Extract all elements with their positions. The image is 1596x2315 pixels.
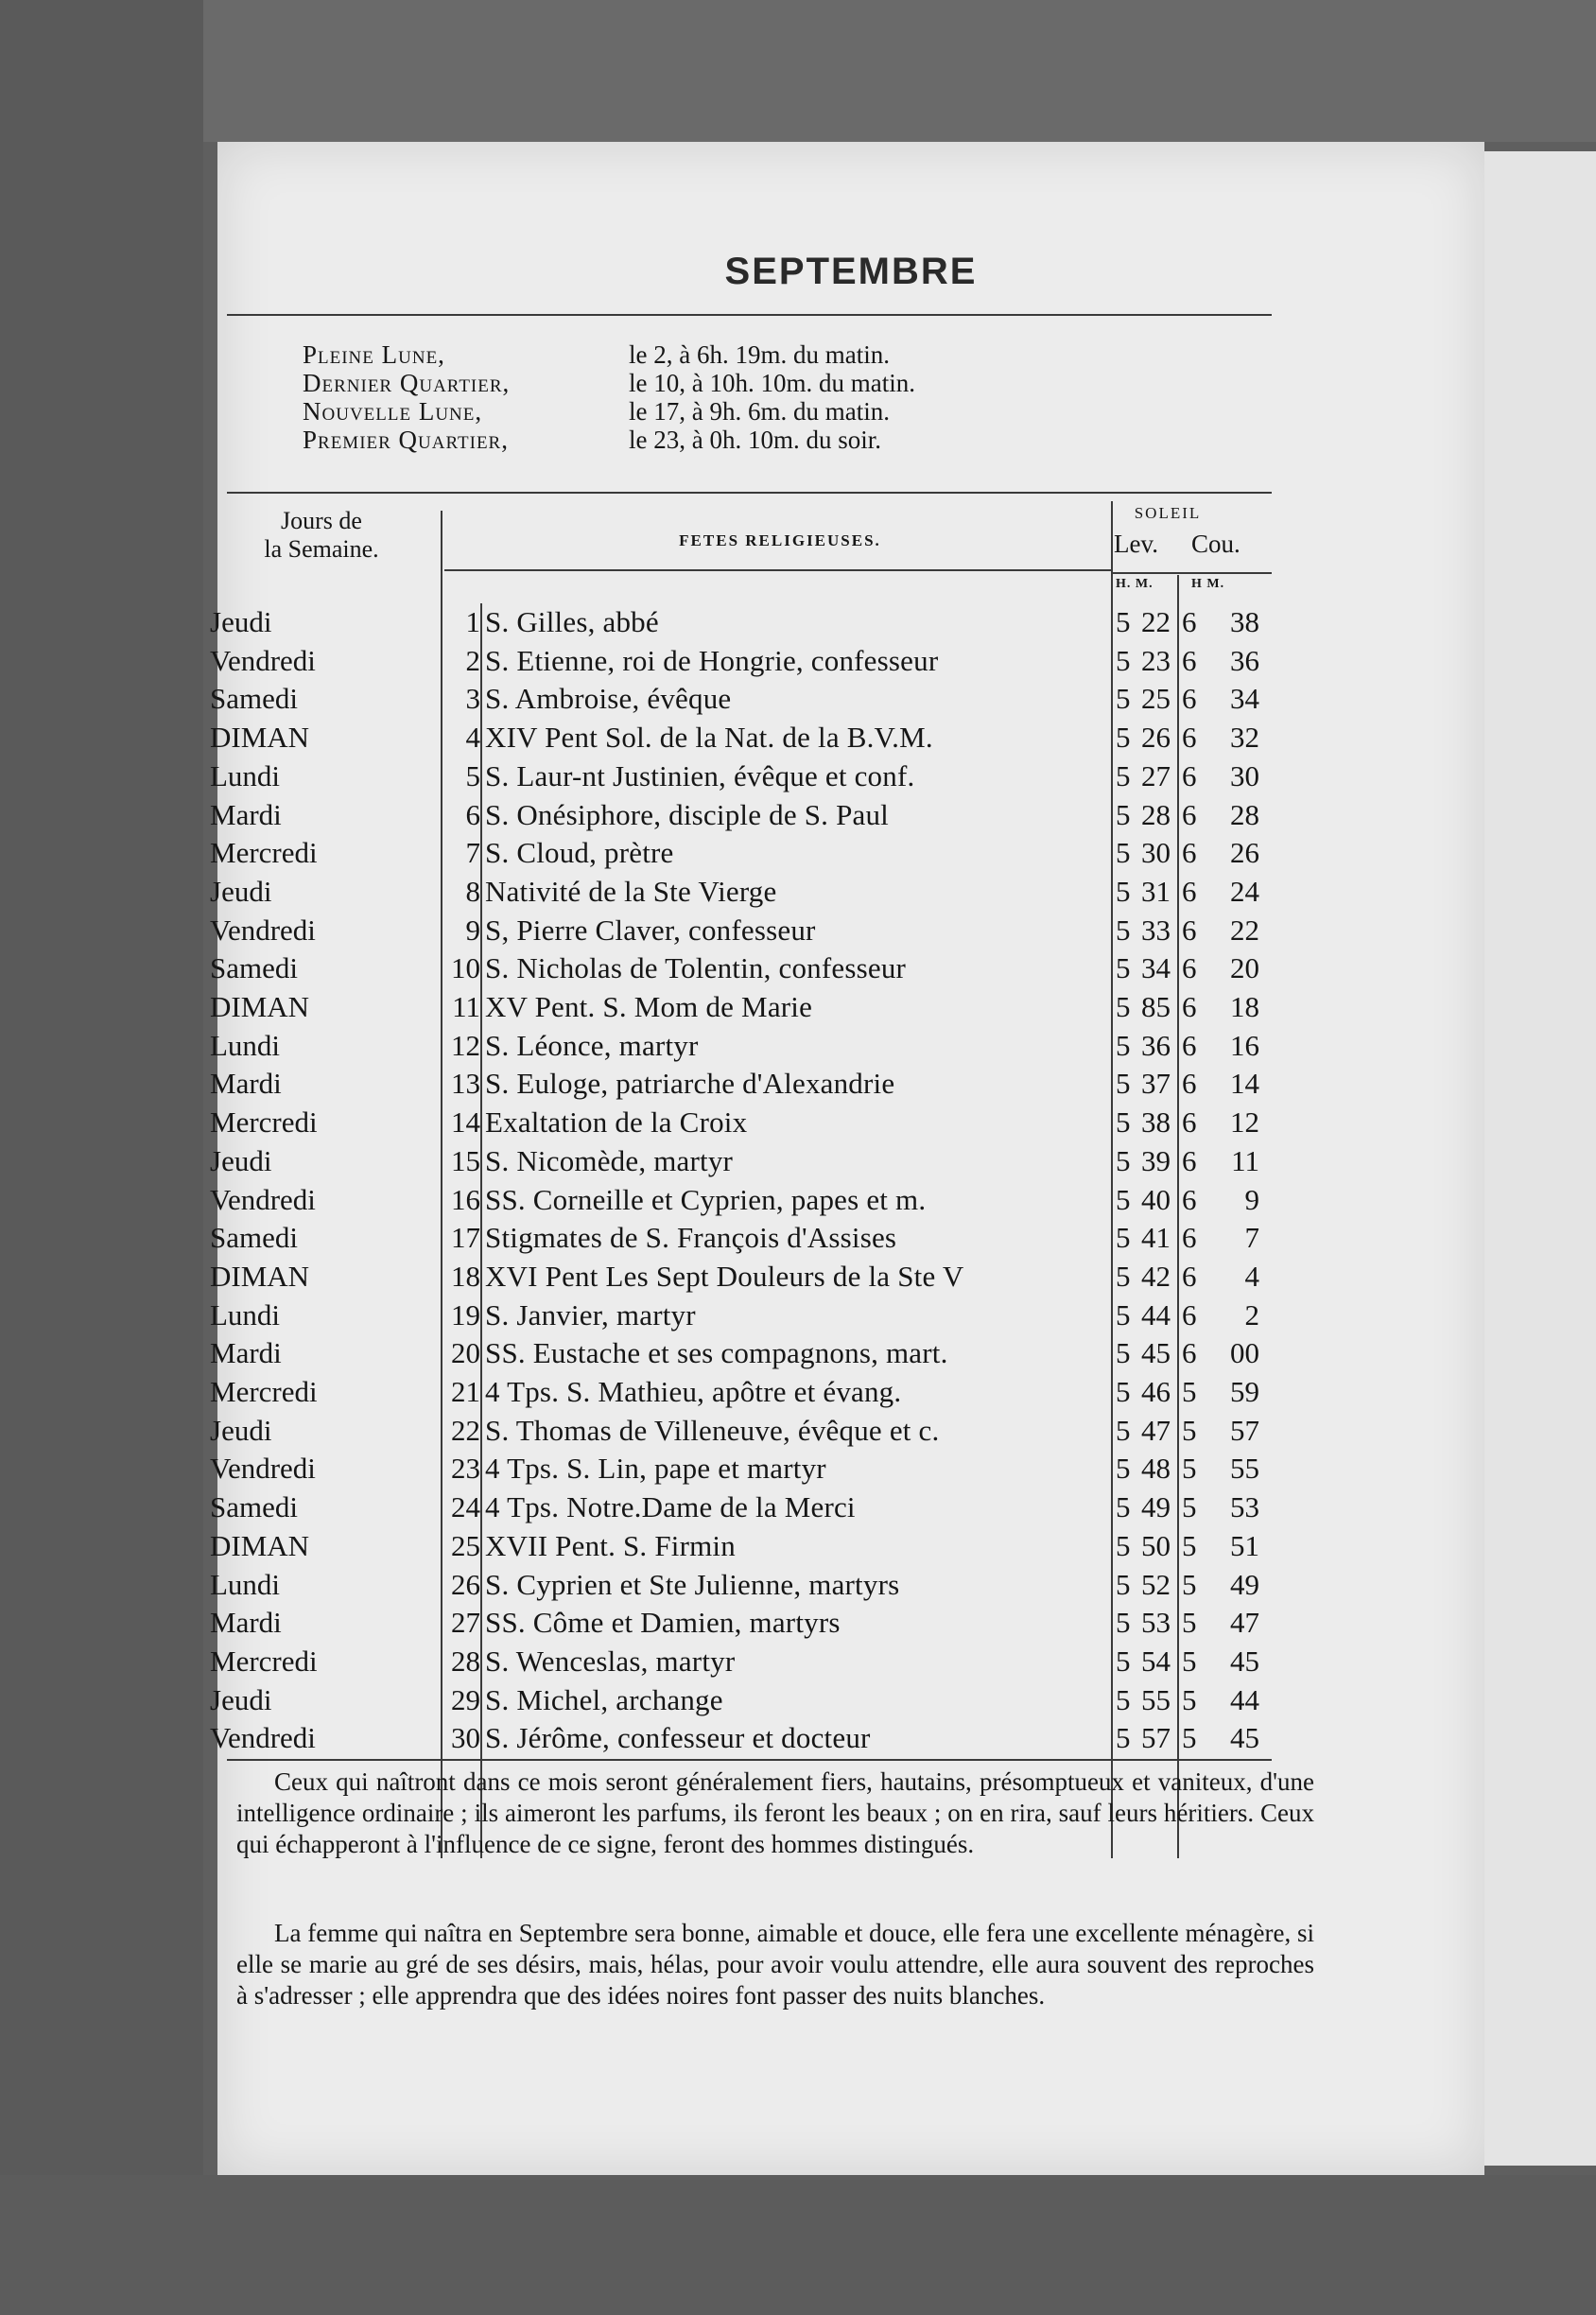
sunset-minute: 14 [1230,1067,1259,1101]
sunrise-minute: 54 [1141,1644,1171,1678]
day-number: 22 [451,1413,480,1447]
scan-background-bottom [0,2175,1596,2315]
sunset-hour: 5 [1182,1567,1197,1601]
sunset-minute: 32 [1230,721,1259,755]
day-number: 3 [465,682,480,716]
sunset-minute: 34 [1230,682,1259,716]
sunrise-hour: 5 [1116,1259,1131,1293]
religious-feast: S. Thomas de Villeneuve, évêque et c. [485,1413,940,1447]
calendar-row [210,1604,1484,1643]
weekday: Mardi [210,1067,282,1101]
calendar-row [210,1181,1484,1220]
calendar-row [210,642,1484,681]
sunset-minute: 45 [1230,1644,1259,1678]
religious-feast: S. Jérôme, confesseur et docteur [485,1721,871,1755]
sunrise-hour: 5 [1116,758,1131,792]
religious-feast: Nativité de la Ste Vierge [485,874,777,908]
weekday: Mardi [210,797,282,831]
sunrise-hour: 5 [1116,1028,1131,1062]
weekday: Mercredi [210,1105,318,1140]
day-number: 4 [465,721,480,755]
sunrise-hour: 5 [1116,1221,1131,1255]
sunset-minute: 44 [1230,1682,1259,1716]
sunrise-hour: 5 [1116,1336,1131,1370]
day-number: 29 [451,1682,480,1716]
calendar-row [210,873,1484,912]
religious-feast: S. Ambroise, évêque [485,682,732,716]
header-coucher: Cou. [1191,530,1240,558]
day-number: 14 [451,1105,480,1140]
sunrise-hour: 5 [1116,1143,1131,1177]
sunrise-hour: 5 [1116,1682,1131,1716]
day-number: 18 [451,1259,480,1293]
sunrise-minute: 33 [1141,913,1171,947]
sunset-minute: 24 [1230,874,1259,908]
sunset-minute: 2 [1244,1297,1259,1332]
sunset-minute: 59 [1230,1375,1259,1408]
header-unit-lever: H. M. [1116,577,1154,591]
sunrise-minute: 40 [1141,1182,1171,1216]
sunset-hour: 6 [1182,1297,1197,1332]
religious-feast: S. Laur-nt Justinien, évêque et conf. [485,758,915,792]
sunset-minute: 55 [1230,1452,1259,1486]
calendar-row [210,1643,1484,1681]
day-number: 26 [451,1567,480,1601]
calendar-row [210,988,1484,1027]
sunrise-hour: 5 [1116,1644,1131,1678]
sunset-hour: 6 [1182,643,1197,677]
day-number: 27 [451,1606,480,1640]
sunset-hour: 6 [1182,1067,1197,1101]
day-number: 20 [451,1336,480,1370]
sunrise-hour: 5 [1116,1182,1131,1216]
calendar-row [210,603,1484,642]
almanac-page [210,142,1484,2175]
day-number: 21 [451,1375,480,1408]
sunset-minute: 51 [1230,1528,1259,1562]
sunrise-hour: 5 [1116,1413,1131,1447]
sunrise-minute: 48 [1141,1452,1171,1486]
sunset-minute: 36 [1230,643,1259,677]
calendar-row [210,796,1484,835]
weekday: DIMAN [210,1259,310,1293]
calendar-row [210,1412,1484,1451]
calendar-row [210,1297,1484,1335]
calendar-row [210,1258,1484,1297]
sunrise-minute: 28 [1141,797,1171,831]
sunrise-minute: 45 [1141,1336,1171,1370]
sunset-hour: 5 [1182,1490,1197,1524]
day-number: 10 [451,951,480,985]
weekday: Samedi [210,1221,298,1255]
header-lever: Lev. [1114,530,1158,558]
day-number: 23 [451,1452,480,1486]
sunrise-minute: 53 [1141,1606,1171,1640]
sunrise-hour: 5 [1116,1105,1131,1140]
sunrise-hour: 5 [1116,682,1131,716]
note-paragraph [236,1918,1314,2011]
weekday: Samedi [210,1490,298,1524]
calendar-row [210,1450,1484,1488]
sunrise-hour: 5 [1116,721,1131,755]
sunset-minute: 12 [1230,1105,1259,1140]
moon-phase-name: Pleine Lune, [303,340,445,369]
sunset-minute: 00 [1230,1336,1259,1370]
day-number: 7 [465,836,480,870]
religious-feast: S. Cloud, prètre [485,836,674,870]
sunrise-hour: 5 [1116,797,1131,831]
sunset-minute: 28 [1230,797,1259,831]
religious-feast: S. Nicomède, martyr [485,1143,734,1177]
sunrise-hour: 5 [1116,643,1131,677]
moon-phase-name: Premier Quartier, [303,426,509,454]
day-number: 11 [452,990,480,1023]
calendar-row [210,1488,1484,1527]
header-jours [227,507,416,564]
sunset-minute: 18 [1230,990,1259,1023]
sunset-minute: 26 [1230,836,1259,870]
weekday: Lundi [210,1567,281,1601]
sunset-hour: 5 [1182,1606,1197,1640]
calendar-row [210,1142,1484,1181]
weekday: Vendredi [210,1721,316,1755]
sunset-hour: 5 [1182,1452,1197,1486]
weekday: Samedi [210,682,298,716]
weekday: Mardi [210,1606,282,1640]
sunset-hour: 6 [1182,951,1197,985]
religious-feast: Exaltation de la Croix [485,1105,748,1140]
sunrise-minute: 34 [1141,951,1171,985]
sunset-hour: 6 [1182,1143,1197,1177]
religious-feast: Stigmates de S. François d'Assises [485,1221,897,1255]
sunset-minute: 38 [1230,605,1259,638]
sunrise-minute: 47 [1141,1413,1171,1447]
sunset-hour: 6 [1182,605,1197,638]
calendar-row [210,1373,1484,1412]
religious-feast: S. Euloge, patriarche d'Alexandrie [485,1067,895,1101]
sunset-hour: 5 [1182,1528,1197,1562]
note-text: La femme qui naîtra en Septembre sera bonne, aimable et douce, elle fera une excellente ménagère, si elle se marie au gré de ses désirs, mais, hélas, pour avoir voulu attendre, elle aura souvent des reproches à s'adresser ; elle apprendra que des idées noires font passer des nuits blanches. [236,1919,1314,2010]
day-number: 17 [451,1221,480,1255]
religious-feast: SS. Eustache et ses compagnons, mart. [485,1336,948,1370]
weekday: Jeudi [210,1682,272,1716]
day-number: 25 [451,1528,480,1562]
religious-feast: XVI Pent Les Sept Douleurs de la Ste V [485,1259,964,1293]
day-number: 1 [465,605,480,638]
day-number: 8 [465,874,480,908]
sunrise-minute: 46 [1141,1375,1171,1408]
note-text: Ceux qui naîtront dans ce mois seront généralement fiers, hautains, présomptueux et vaniteux, d'une intelligence ordinaire ; ils aimeront les parfums, ils feront les beaux ; on en rira, sauf leurs héritiers. Ceux qui échapperont à l'influence de ce signe, feront des hommes distingués. [236,1767,1314,1858]
header-unit-coucher: H M. [1191,577,1225,591]
moon-phase-info: le 17, à 9h. 6m. du matin. [629,397,890,426]
sunset-minute: 45 [1230,1721,1259,1755]
sunrise-hour: 5 [1116,1528,1131,1562]
weekday: Vendredi [210,1452,316,1486]
sunset-minute: 49 [1230,1567,1259,1601]
scan-background-left [0,0,203,2315]
sunrise-minute: 31 [1141,874,1171,908]
day-number: 28 [451,1644,480,1678]
sunrise-minute: 55 [1141,1682,1171,1716]
calendar-row [210,1527,1484,1566]
religious-feast: S. Cyprien et Ste Julienne, martyrs [485,1567,900,1601]
sunrise-minute: 85 [1141,990,1171,1023]
header-top-rule [227,492,1272,494]
religious-feast: S. Onésiphore, disciple de S. Paul [485,797,889,831]
sunset-minute: 20 [1230,951,1259,985]
sunrise-minute: 27 [1141,758,1171,792]
sunrise-minute: 26 [1141,721,1171,755]
moon-phase-name: Dernier Quartier, [303,369,511,397]
sunrise-hour: 5 [1116,1490,1131,1524]
religious-feast: S. Etienne, roi de Hongrie, confesseur [485,643,939,677]
religious-feast: XV Pent. S. Mom de Marie [485,990,813,1023]
sunrise-minute: 57 [1141,1721,1171,1755]
sunrise-minute: 38 [1141,1105,1171,1140]
sunrise-hour: 5 [1116,913,1131,947]
calendar-row [210,1566,1484,1605]
sunset-hour: 6 [1182,990,1197,1023]
table-bottom-rule [227,1759,1272,1761]
sunset-hour: 6 [1182,1336,1197,1370]
day-number: 13 [451,1067,480,1101]
moon-phase-info: le 10, à 10h. 10m. du matin. [629,369,915,397]
religious-feast: 4 Tps. S. Mathieu, apôtre et évang. [485,1375,902,1408]
sunset-hour: 5 [1182,1721,1197,1755]
sunrise-hour: 5 [1116,1721,1131,1755]
sunrise-minute: 42 [1141,1259,1171,1293]
sunrise-minute: 37 [1141,1067,1171,1101]
calendar-row [210,757,1484,796]
weekday: Mardi [210,1336,282,1370]
sunset-minute: 7 [1244,1221,1259,1255]
religious-feast: 4 Tps. S. Lin, pape et martyr [485,1452,826,1486]
calendar-row [210,680,1484,719]
day-number: 9 [465,913,480,947]
sunset-hour: 6 [1182,1028,1197,1062]
day-number: 6 [465,797,480,831]
religious-feast: S, Pierre Claver, confesseur [485,913,816,947]
moon-phase-name: Nouvelle Lune, [303,397,483,426]
sunrise-minute: 36 [1141,1028,1171,1062]
weekday: Lundi [210,1028,281,1062]
sunrise-minute: 44 [1141,1297,1171,1332]
weekday: DIMAN [210,1528,310,1562]
title-rule [227,314,1272,316]
sunrise-hour: 5 [1116,1567,1131,1601]
sunrise-minute: 23 [1141,643,1171,677]
sunset-hour: 6 [1182,874,1197,908]
religious-feast: S. Janvier, martyr [485,1297,696,1332]
calendar-row [210,1104,1484,1142]
header-fetes: FETES RELIGIEUSES. [679,531,881,549]
sunset-minute: 30 [1230,758,1259,792]
sunrise-hour: 5 [1116,1452,1131,1486]
sunset-hour: 6 [1182,1105,1197,1140]
header-fetes-rule [444,569,1111,571]
sunrise-minute: 52 [1141,1567,1171,1601]
sunset-minute: 16 [1230,1028,1259,1062]
day-number: 30 [451,1721,480,1755]
sunset-hour: 6 [1182,1221,1197,1255]
calendar-row [210,949,1484,988]
calendar-row [210,834,1484,873]
religious-feast: SS. Corneille et Cyprien, papes et m. [485,1182,927,1216]
sunrise-hour: 5 [1116,1297,1131,1332]
page-title: SEPTEMBRE [724,251,978,292]
header-soleil-rule [1111,572,1272,574]
weekday: DIMAN [210,990,310,1023]
sunset-hour: 6 [1182,913,1197,947]
calendar-row [210,1719,1484,1758]
calendar-row [210,1334,1484,1373]
sunset-minute: 22 [1230,913,1259,947]
weekday: Mercredi [210,836,318,870]
header-soleil: SOLEIL [1134,504,1202,522]
sunrise-hour: 5 [1116,874,1131,908]
weekday: Jeudi [210,605,272,638]
sunset-minute: 53 [1230,1490,1259,1524]
day-number: 16 [451,1182,480,1216]
day-number: 12 [451,1028,480,1062]
religious-feast: 4 Tps. Notre.Dame de la Merci [485,1490,856,1524]
weekday: Mercredi [210,1375,318,1408]
weekday: DIMAN [210,721,310,755]
sunrise-minute: 25 [1141,682,1171,716]
sunrise-minute: 50 [1141,1528,1171,1562]
religious-feast: SS. Côme et Damien, martyrs [485,1606,841,1640]
weekday: Lundi [210,758,281,792]
sunset-hour: 5 [1182,1413,1197,1447]
weekday: Jeudi [210,1143,272,1177]
sunrise-hour: 5 [1116,1375,1131,1408]
day-number: 5 [465,758,480,792]
calendar-row [210,912,1484,950]
religious-feast: S. Michel, archange [485,1682,723,1716]
religious-feast: XVII Pent. S. Firmin [485,1528,736,1562]
moon-phase-info: le 2, à 6h. 19m. du matin. [629,340,890,369]
sunset-hour: 6 [1182,797,1197,831]
calendar-row [210,1065,1484,1104]
moon-phase-info: le 23, à 0h. 10m. du soir. [629,426,881,454]
note-paragraph [236,1767,1314,1860]
sunset-minute: 57 [1230,1413,1259,1447]
sunrise-minute: 41 [1141,1221,1171,1255]
weekday: Vendredi [210,643,316,677]
sunrise-minute: 49 [1141,1490,1171,1524]
sunrise-minute: 39 [1141,1143,1171,1177]
calendar-row [210,1219,1484,1258]
sunrise-hour: 5 [1116,605,1131,638]
calendar-row [210,1027,1484,1066]
religious-feast: S. Wenceslas, martyr [485,1644,736,1678]
sunset-minute: 9 [1244,1182,1259,1216]
day-number: 2 [465,643,480,677]
day-number: 19 [451,1297,480,1332]
header-jours-line2: la Semaine. [264,535,379,563]
sunset-minute: 11 [1231,1143,1259,1177]
day-number: 24 [451,1490,480,1524]
religious-feast: S. Gilles, abbé [485,605,659,638]
sunset-minute: 4 [1244,1259,1259,1293]
sunrise-hour: 5 [1116,1067,1131,1101]
sunrise-minute: 22 [1141,605,1171,638]
weekday: Samedi [210,951,298,985]
scan-background-top [0,0,1596,142]
weekday: Vendredi [210,913,316,947]
sunrise-hour: 5 [1116,990,1131,1023]
sunrise-hour: 5 [1116,836,1131,870]
sunset-hour: 6 [1182,682,1197,716]
sunset-hour: 5 [1182,1375,1197,1408]
sunset-hour: 6 [1182,721,1197,755]
sunset-hour: 5 [1182,1644,1197,1678]
calendar-row [210,719,1484,757]
sunset-hour: 6 [1182,758,1197,792]
sunset-hour: 6 [1182,1259,1197,1293]
sunset-minute: 47 [1230,1606,1259,1640]
calendar-row [210,1681,1484,1720]
weekday: Jeudi [210,874,272,908]
sunrise-minute: 30 [1141,836,1171,870]
header-jours-line1: Jours de [281,507,362,534]
religious-feast: S. Nicholas de Tolentin, confesseur [485,951,907,985]
religious-feast: XIV Pent Sol. de la Nat. de la B.V.M. [485,721,933,755]
weekday: Vendredi [210,1182,316,1216]
sunset-hour: 5 [1182,1682,1197,1716]
weekday: Mercredi [210,1644,318,1678]
sunrise-hour: 5 [1116,951,1131,985]
religious-feast: S. Léonce, martyr [485,1028,699,1062]
weekday: Lundi [210,1297,281,1332]
day-number: 15 [451,1143,480,1177]
weekday: Jeudi [210,1413,272,1447]
sunrise-hour: 5 [1116,1606,1131,1640]
sunset-hour: 6 [1182,836,1197,870]
sunset-hour: 6 [1182,1182,1197,1216]
